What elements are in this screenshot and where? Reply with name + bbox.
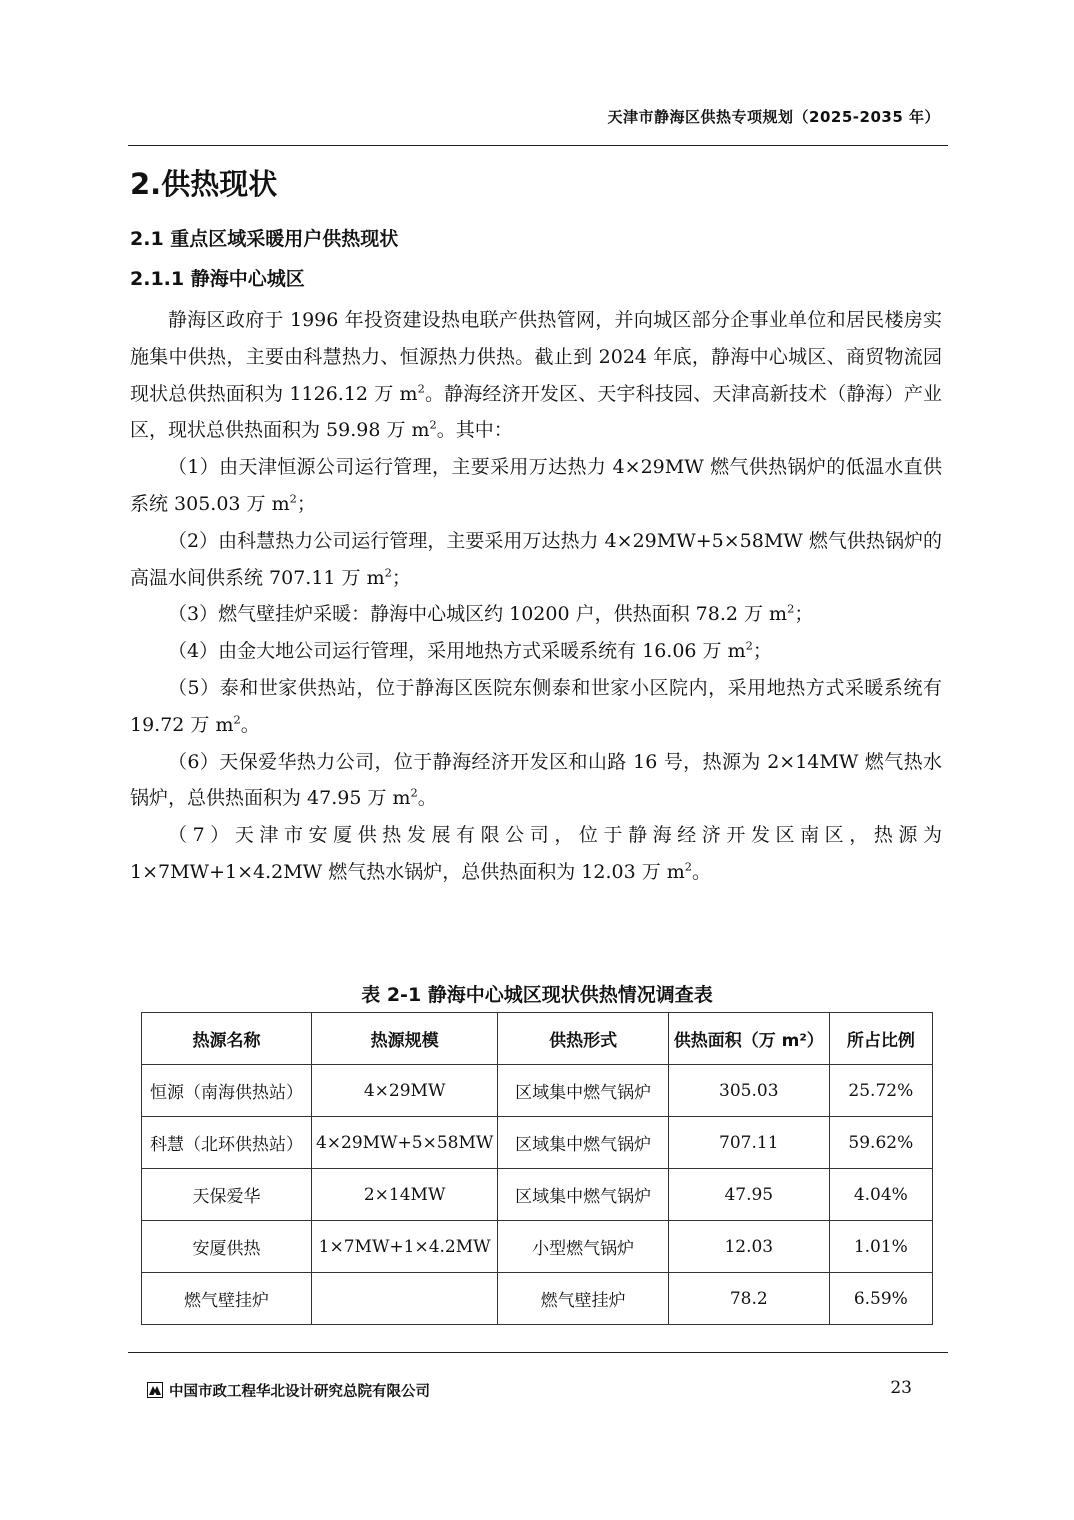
paragraph: （7）天津市安厦供热发展有限公司，位于静海经济开发区南区，热源为 1×7MW+1×4.2MW 燃气热水锅炉，总供热面积为 12.03 万 $m^2$。 — [130, 824, 942, 883]
table-cell: 恒源（南海供热站） — [142, 1065, 312, 1117]
paragraph: （6）天保爱华热力公司，位于静海经济开发区和山路 16 号，热源为 2×14MW 燃气热水锅炉，总供热面积为 47.95 万 $m^2$。 — [130, 750, 942, 810]
table-cell: 区域集中燃气锅炉 — [498, 1169, 669, 1221]
table-cell: 12.03 — [668, 1221, 829, 1273]
footer-rule — [128, 1352, 948, 1353]
table-cell: 2×14MW — [311, 1169, 497, 1221]
table-caption: 表 2-1 静海中心城区现状供热情况调查表 — [361, 984, 713, 1006]
table-row — [142, 1169, 933, 1221]
page-number: 23 — [890, 1378, 912, 1398]
table-cell: 707.11 — [668, 1117, 829, 1169]
section-heading: 2.1 重点区域采暖用户供热现状 — [130, 228, 399, 250]
subsection-heading: 2.1.1 静海中心城区 — [130, 268, 305, 290]
table-cell: 1.01% — [829, 1221, 932, 1273]
table-cell: 47.95 — [668, 1169, 829, 1221]
table-cell: 科慧（北环供热站） — [142, 1117, 312, 1169]
paragraph: （1）由天津恒源公司运行管理，主要采用万达热力 4×29MW 燃气供热锅炉的低温水直供系统 305.03 万 $m^2$； — [130, 456, 942, 515]
table-cell: 25.72% — [829, 1065, 932, 1117]
table-cell: 4×29MW — [311, 1065, 497, 1117]
table-cell: 天保爱华 — [142, 1169, 312, 1221]
heating-survey-table — [141, 1012, 933, 1325]
company-logo-icon — [147, 1382, 163, 1398]
table-cell: 305.03 — [668, 1065, 829, 1117]
table-row — [142, 1273, 933, 1325]
column-header: 热源规模 — [311, 1013, 497, 1065]
table-cell: 59.62% — [829, 1117, 932, 1169]
table-cell: 小型燃气锅炉 — [498, 1221, 669, 1273]
table-cell: 1×7MW+1×4.2MW — [311, 1221, 497, 1273]
table-row — [142, 1221, 933, 1273]
body-text — [130, 302, 942, 891]
column-header: 供热面积（万 m²） — [668, 1013, 829, 1065]
column-header: 热源名称 — [142, 1013, 312, 1065]
document-header-title: 天津市静海区供热专项规划（2025-2035 年） — [607, 108, 940, 126]
header-rule — [128, 145, 948, 146]
paragraph: 静海区政府于 1996 年投资建设热电联产供热管网，并向城区部分企事业单位和居民楼房实施集中供热，主要由科慧热力、恒源热力供热。截止到 2024 年底，静海中心城区、商贸物流园现状总供热面积为 1126.12 万 $m^2$。静海经济开发区、天宇科技园、天津高新技术（静海）产业区，现状总供热面积为 59.98 万 $m^2$。其中： — [130, 309, 942, 442]
footer-company-name: 中国市政工程华北设计研究总院有限公司 — [169, 1384, 430, 1400]
paragraph: （2）由科慧热力公司运行管理，主要采用万达热力 4×29MW+5×58MW 燃气供热锅炉的高温水间供系统 707.11 万 $m^2$； — [130, 529, 942, 589]
column-header: 供热形式 — [498, 1013, 669, 1065]
table-cell: 4.04% — [829, 1169, 932, 1221]
table-cell: 区域集中燃气锅炉 — [498, 1065, 669, 1117]
table-cell: 6.59% — [829, 1273, 932, 1325]
table-cell: 燃气壁挂炉 — [142, 1273, 312, 1325]
column-header: 所占比例 — [829, 1013, 932, 1065]
paragraph: （3）燃气壁挂炉采暖：静海中心城区约 10200 户，供热面积 78.2 万 $m^2$； — [168, 602, 814, 626]
table-header-row — [142, 1013, 933, 1065]
table-cell — [311, 1273, 497, 1325]
paragraph: （4）由金大地公司运行管理，采用地热方式采暖系统有 16.06 万 $m^2$； — [168, 638, 772, 663]
table-row — [142, 1117, 933, 1169]
paragraph: （5）泰和世家供热站，位于静海区医院东侧泰和世家小区院内，采用地热方式采暖系统有 19.72 万 $m^2$。 — [130, 676, 942, 736]
table-cell: 燃气壁挂炉 — [498, 1273, 669, 1325]
table-cell: 安厦供热 — [142, 1221, 312, 1273]
table-cell: 区域集中燃气锅炉 — [498, 1117, 669, 1169]
chapter-heading: 2.供热现状 — [130, 167, 278, 201]
table-row — [142, 1065, 933, 1117]
table-cell: 78.2 — [668, 1273, 829, 1325]
table-cell: 4×29MW+5×58MW — [311, 1117, 497, 1169]
